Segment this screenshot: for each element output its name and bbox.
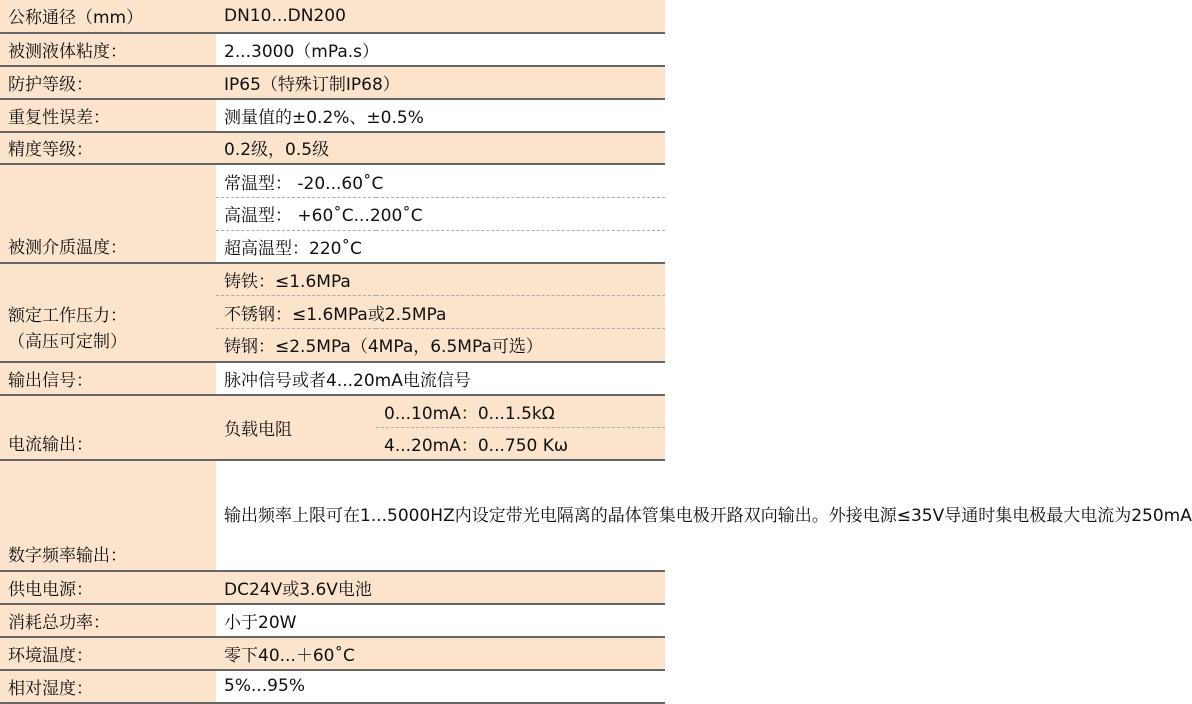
table-row bbox=[0, 670, 665, 703]
table-row bbox=[0, 263, 665, 296]
row-value: 0...10mA：0...1.5kΩ bbox=[376, 395, 665, 428]
row-value: 常温型： -20...60˚C bbox=[216, 164, 665, 197]
row-value: 零下40...＋60˚C bbox=[216, 637, 665, 670]
table-row bbox=[0, 0, 665, 33]
table-row bbox=[0, 460, 665, 571]
row-value: 不锈钢：≤1.6MPa或2.5MPa bbox=[216, 296, 665, 329]
load-resistance-label: 负载电阻 bbox=[216, 395, 376, 461]
table-row bbox=[0, 571, 665, 604]
row-label: （高压可定制） bbox=[8, 331, 127, 352]
row-value: 铸钢：≤2.5MPa（4MPa，6.5MPa可选） bbox=[216, 329, 665, 362]
row-label: 被测介质温度： bbox=[0, 164, 216, 263]
row-value: 4...20mA：0...750 Kω bbox=[376, 427, 665, 460]
row-value: DN10...DN200 bbox=[216, 0, 665, 33]
row-value: 5%...95% bbox=[216, 670, 665, 703]
table-row bbox=[0, 33, 665, 66]
row-label: 被测液体粘度： bbox=[0, 33, 216, 66]
table-row bbox=[0, 395, 665, 428]
row-value: 输出频率上限可在1...5000HZ内设定带光电隔离的晶体管集电极开路双向输出。外接电源≤35V导通时集电极最大电流为250mA bbox=[216, 460, 665, 571]
row-label: 相对湿度： bbox=[0, 670, 216, 703]
row-label: 数字频率输出： bbox=[0, 460, 216, 571]
row-label: 公称通径（mm） bbox=[0, 0, 216, 33]
row-value: 0.2级，0.5级 bbox=[216, 132, 665, 165]
row-label: 环境温度： bbox=[0, 637, 216, 670]
row-value: 高温型： +60˚C...200˚C bbox=[216, 197, 665, 230]
row-value: 小于20W bbox=[216, 604, 665, 637]
row-label: 供电电源： bbox=[0, 571, 216, 604]
row-label: 消耗总功率： bbox=[0, 604, 216, 637]
row-label: 精度等级： bbox=[0, 132, 216, 165]
table-row bbox=[0, 637, 665, 670]
table-row bbox=[0, 132, 665, 165]
row-value: 脉冲信号或者4...20mA电流信号 bbox=[216, 362, 665, 395]
table-row bbox=[0, 164, 665, 197]
row-value: DC24V或3.6V电池 bbox=[216, 571, 665, 604]
row-label: 输出信号： bbox=[0, 362, 216, 395]
pressure-label bbox=[0, 263, 216, 362]
row-value: 铸铁：≤1.6MPa bbox=[216, 263, 665, 296]
row-value: 2...3000（mPa.s） bbox=[216, 33, 665, 66]
row-label: 电流输出： bbox=[0, 395, 216, 461]
row-label: 重复性误差： bbox=[0, 99, 216, 132]
table-row bbox=[0, 99, 665, 132]
table-row bbox=[0, 66, 665, 99]
row-value: IP65（特殊订制IP68） bbox=[216, 66, 665, 99]
table-row bbox=[0, 604, 665, 637]
table-row bbox=[0, 362, 665, 395]
row-label: 防护等级： bbox=[0, 66, 216, 99]
row-value: 超高温型：220˚C bbox=[216, 230, 665, 263]
row-label: 额定工作压力： bbox=[8, 305, 127, 326]
row-value: 测量值的±0.2%、±0.5% bbox=[216, 99, 665, 132]
